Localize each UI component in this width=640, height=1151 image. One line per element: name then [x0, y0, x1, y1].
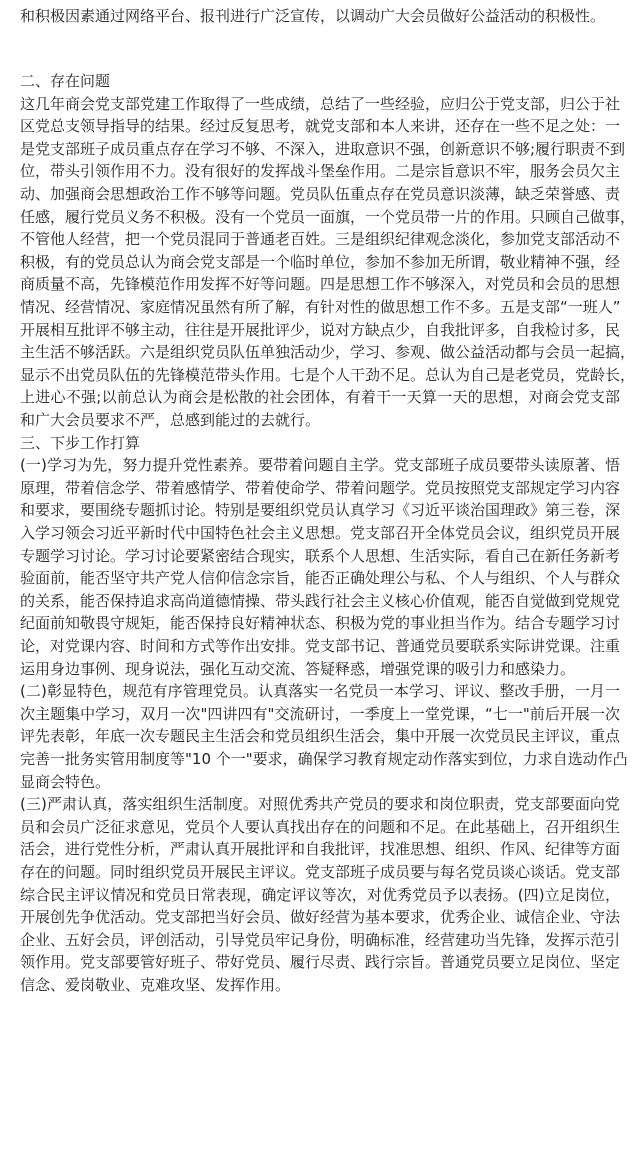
paragraph-line: 运用身边事例、现身说法，强化互动交流、答疑释惑，增强党课的吸引力和感染力。 [20, 659, 576, 678]
paragraph-line: 情况、经营情况、家庭情况虽然有所了解，有针对性的做思想工作不多。五是支部“一班人” [20, 298, 621, 316]
paragraph-line: 入学习领会习近平新时代中国特色社会主义思想。党支部召开全体党员会议，组织党员开展 [20, 524, 621, 542]
paragraph-line: 位，带头引领作用不力。没有很好的发挥战斗堡垒作用。二是宗旨意识不牢，服务会员欠主 [20, 162, 621, 181]
paragraph-line: 论，对党课内容、时间和方式等作出安排。党支部书记、普通党员要联系实际讲党课。注重 [20, 637, 621, 655]
paragraph-line: 开展相互批评不够主动，往往是开展批评少，说对方缺点少，自我批评多，自我检讨多，民 [20, 320, 621, 339]
paragraph-line: 完善一批务实管用制度等"10 个一"要求，确保学习教育规定动作落实到位，力求自选动作凸 [20, 750, 628, 768]
paragraph-line: 商质量不高，先锋模范作用发挥不好等问题。四是思想工作不够深入，对党员和会员的思想 [20, 275, 621, 294]
paragraph-line: 次主题集中学习，双月一次"四讲四有"交流研讨，一季度上一堂党课，“七一"前后开展一次 [20, 704, 620, 723]
paragraph-line: 活会，进行党性分析，严肃认真开展批评和自我批评，找准思想、组织、作风、纪律等方面 [20, 840, 621, 859]
paragraph-line: 的关系，能否保持追求高尚道德情操、带头践行社会主义核心价值观，能否自觉做到党规党 [20, 591, 621, 610]
paragraph-line: 员和会员广泛征求意见，党员个人要认真找出存在的问题和不足。在此基础上，召开组织生 [20, 817, 621, 836]
paragraph-line: (二)彰显特色，规范有序管理党员。认真落实一名党员一本学习、评议、整改手册，一月一 [20, 682, 620, 701]
paragraph-line: 任感，履行党员义务不积极。没有一个党员一面旗，一个党员带一片的作用。只顾自己做事， [20, 207, 636, 226]
paragraph-line: 综合民主评议情况和党员日常表现，确定评议等次，对优秀党员予以表扬。(四)立足岗位， [20, 885, 620, 904]
paragraph-line: 和要求，要围绕专题抓讨论。特别是要组织党员认真学习《习近平谈治国理政》第三卷，深 [20, 501, 621, 520]
paragraph-line: 开展创先争优活动。党支部把当好会员、做好经营为基本要求，优秀企业、诚信企业、守法 [20, 908, 621, 927]
paragraph-line: 评先表彰，年底一次专题民主生活会和党员组织生活会，集中开展一次党员民主评议，重点 [20, 727, 621, 746]
paragraph-line: 存在的问题。同时组织党员开展民主评议。党支部班子成员要与每名党员谈心谈话。党支部 [20, 863, 621, 881]
paragraph-line: 纪面前知敬畏守规矩，能否保持良好精神状态、积极为党的事业担当作为。结合专题学习讨 [20, 614, 621, 633]
paragraph-line: 和积极因素通过网络平台、报刊进行广泛宣传，以调动广大会员做好公益活动的积极性。 [20, 7, 606, 25]
section-heading: 三、下步工作打算 [20, 433, 141, 452]
paragraph-line: 和广大会员要求不严，总感到能过的去就行。 [20, 411, 321, 429]
paragraph-line: 验面前，能否坚守共产党人信仰信念宗旨，能否正确处理公与私、个人与组织、个人与群众 [20, 569, 621, 588]
paragraph-line: 显商会特色。 [20, 772, 111, 791]
paragraph-line: 这几年商会党支部党建工作取得了一些成绩，总结了一些经验，应归公于党支部，归公于社 [20, 94, 621, 113]
paragraph-line: 不管他人经营，把一个党员混同于普通老百姓。三是组织纪律观念淡化，参加党支部活动不 [20, 230, 621, 249]
paragraph-line: 原理，带着信念学、带着感情学、带着使命学、带着问题学。党员按照党支部规定学习内容 [20, 478, 621, 497]
paragraph-line: 上进心不强;以前总认为商会是松散的社会团体，有着干一天算一天的思想，对商会党支部 [20, 388, 620, 407]
section-heading: 二、存在问题 [20, 72, 111, 90]
paragraph-line: (三)严肃认真，落实组织生活制度。对照优秀共产党员的要求和岗位职责，党支部要面向党 [20, 795, 620, 814]
paragraph-line: 主生活不够活跃。六是组织党员队伍单独活动少，学习、参观、做公益活动都与会员一起搞， [20, 343, 636, 362]
paragraph-line: 积极，有的党员总认为商会党支部是一个临时单位，参加不参加无所谓，敬业精神不强，经 [20, 252, 621, 271]
paragraph-line: 显示不出党员队伍的先锋模范带头作用。七是个人干劲不足。总认为自己是老党员，党龄长， [20, 365, 636, 384]
paragraph-line: 企业、五好会员，评创活动，引导党员牢记身份，明确标准，经营建功当先锋，发挥示范引 [20, 930, 621, 949]
paragraph-line: 是党支部班子成员重点存在学习不够、不深入，进取意识不强，创新意识不够;履行职责不到 [20, 139, 626, 158]
paragraph-line: (一)学习为先，努力提升党性素养。要带着问题自主学。党支部班子成员要带头读原著、悟 [20, 456, 620, 475]
paragraph-line: 专题学习讨论。学习讨论要紧密结合现实，联系个人思想、生活实际，看自己在新任务新考 [20, 546, 621, 565]
paragraph-line: 动、加强商会思想政治工作不够等问题。党员队伍重点存在党员意识淡薄，缺乏荣誉感、责 [20, 185, 621, 203]
paragraph-line: 信念、爱岗敬业、克难攻坚、发挥作用。 [20, 976, 291, 994]
paragraph-line: 领作用。党支部要管好班子、带好党员、履行尽责、践行宗旨。普通党员要立足岗位、坚定 [20, 953, 621, 972]
paragraph-line: 区党总支领导指导的结果。经过反复思考，就党支部和本人来讲，还存在一些不足之处：一 [20, 117, 621, 136]
